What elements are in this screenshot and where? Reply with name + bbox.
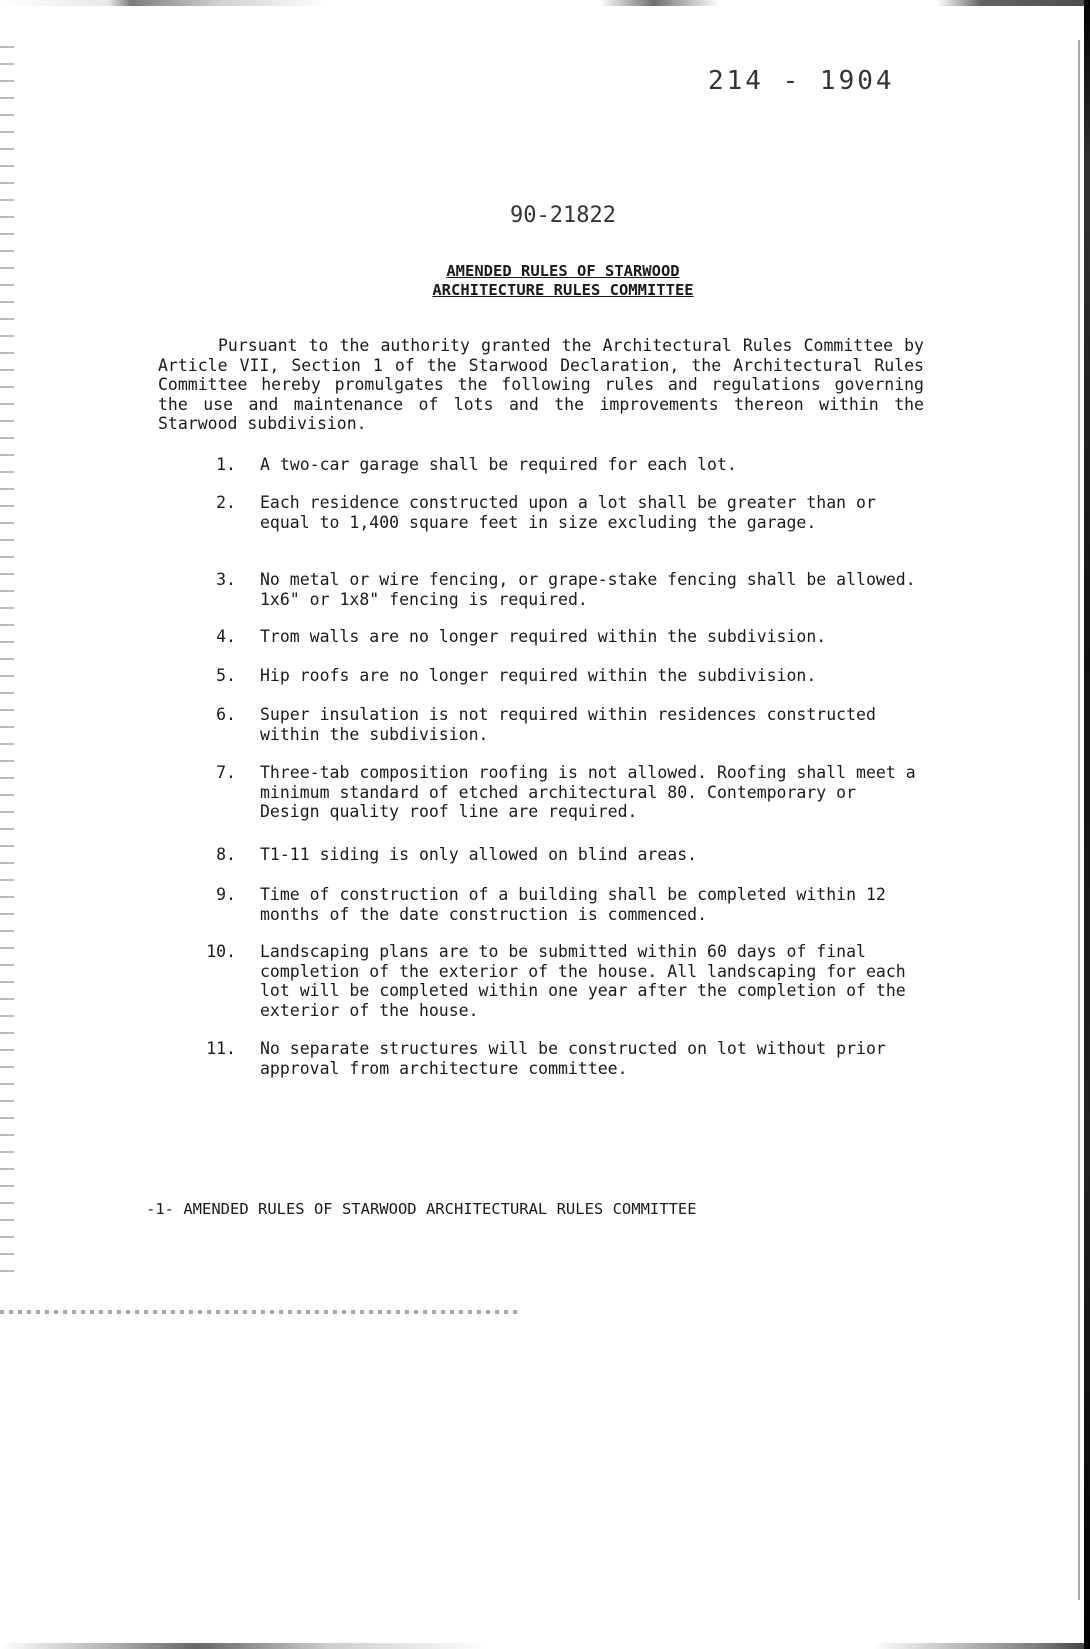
rule-number: 6. (216, 705, 236, 724)
document-number: 214 - 1904 (708, 66, 895, 96)
preamble (158, 336, 924, 434)
rule-number: 3. (216, 570, 236, 589)
rule-item (198, 705, 924, 744)
rule-number: 2. (216, 493, 236, 512)
page-footer: -1- AMENDED RULES OF STARWOOD ARCHITECTURAL RULES COMMITTEE (146, 1200, 697, 1218)
rule-text: No separate structures will be constructed on lot without prior approval from architecture committee. (260, 1039, 886, 1078)
scan-artifact-line (0, 1310, 520, 1314)
rule-number: 7. (216, 763, 236, 782)
rule-item (198, 942, 924, 1020)
rule-text: Super insulation is not required within residences constructed within the subdivision. (260, 705, 876, 744)
preamble-paragraph: Pursuant to the authority granted the Architectural Rules Committee by Article VII, Section 1 of the Starwood Declaration, the Architectural Rules Committee hereby promulgates the following rules and regulations governing the use and maintenance of lots and the improvements thereon within the Starwood subdivision. (158, 336, 924, 433)
rule-item (198, 493, 924, 532)
scan-edge-top (0, 0, 1090, 6)
rule-number: 11. (206, 1039, 236, 1058)
rule-text: A two-car garage shall be required for each lot. (260, 455, 737, 474)
rule-number: 8. (216, 845, 236, 864)
rule-text: Three-tab composition roofing is not allowed. Roofing shall meet a minimum standard of etched architectural 80. Contemporary or Design quality roof line are required. (260, 763, 916, 821)
rule-text: Trom walls are no longer required within the subdivision. (260, 627, 827, 646)
recording-number: 90-21822 (510, 203, 616, 228)
rule-number: 9. (216, 885, 236, 904)
rule-item (198, 627, 924, 647)
rule-item (198, 455, 924, 475)
rule-text: T1-11 siding is only allowed on blind areas. (260, 845, 698, 864)
rule-number: 5. (216, 666, 236, 685)
rule-text: No metal or wire fencing, or grape-stake fencing shall be allowed. 1x6" or 1x8" fencing is required. (260, 570, 916, 609)
rule-text: Time of construction of a building shall be completed within 12 months of the date construction is commenced. (260, 885, 886, 924)
rule-number: 4. (216, 627, 236, 646)
rule-number: 1. (216, 455, 236, 474)
rule-item (198, 666, 924, 686)
rule-item (198, 570, 924, 609)
scan-edge-bottom (0, 1643, 1090, 1649)
document-title (0, 262, 1090, 300)
title-line-2: ARCHITECTURE RULES COMMITTEE (432, 281, 694, 299)
title-line-1: AMENDED RULES OF STARWOOD (446, 262, 680, 280)
rule-item (198, 845, 924, 865)
rule-text: Landscaping plans are to be submitted within 60 days of final completion of the exterior of the house. All landscaping for each lot will be completed within one year after the completion of the exterior of the house. (260, 942, 906, 1020)
rule-item (198, 763, 924, 822)
scan-edge-right (1084, 0, 1090, 1649)
rule-text: Each residence constructed upon a lot shall be greater than or equal to 1,400 square feet in size excluding the garage. (260, 493, 876, 532)
rule-text: Hip roofs are no longer required within the subdivision. (260, 666, 817, 685)
rule-number: 10. (206, 942, 236, 961)
rule-item (198, 885, 924, 924)
rule-item (198, 1039, 924, 1078)
